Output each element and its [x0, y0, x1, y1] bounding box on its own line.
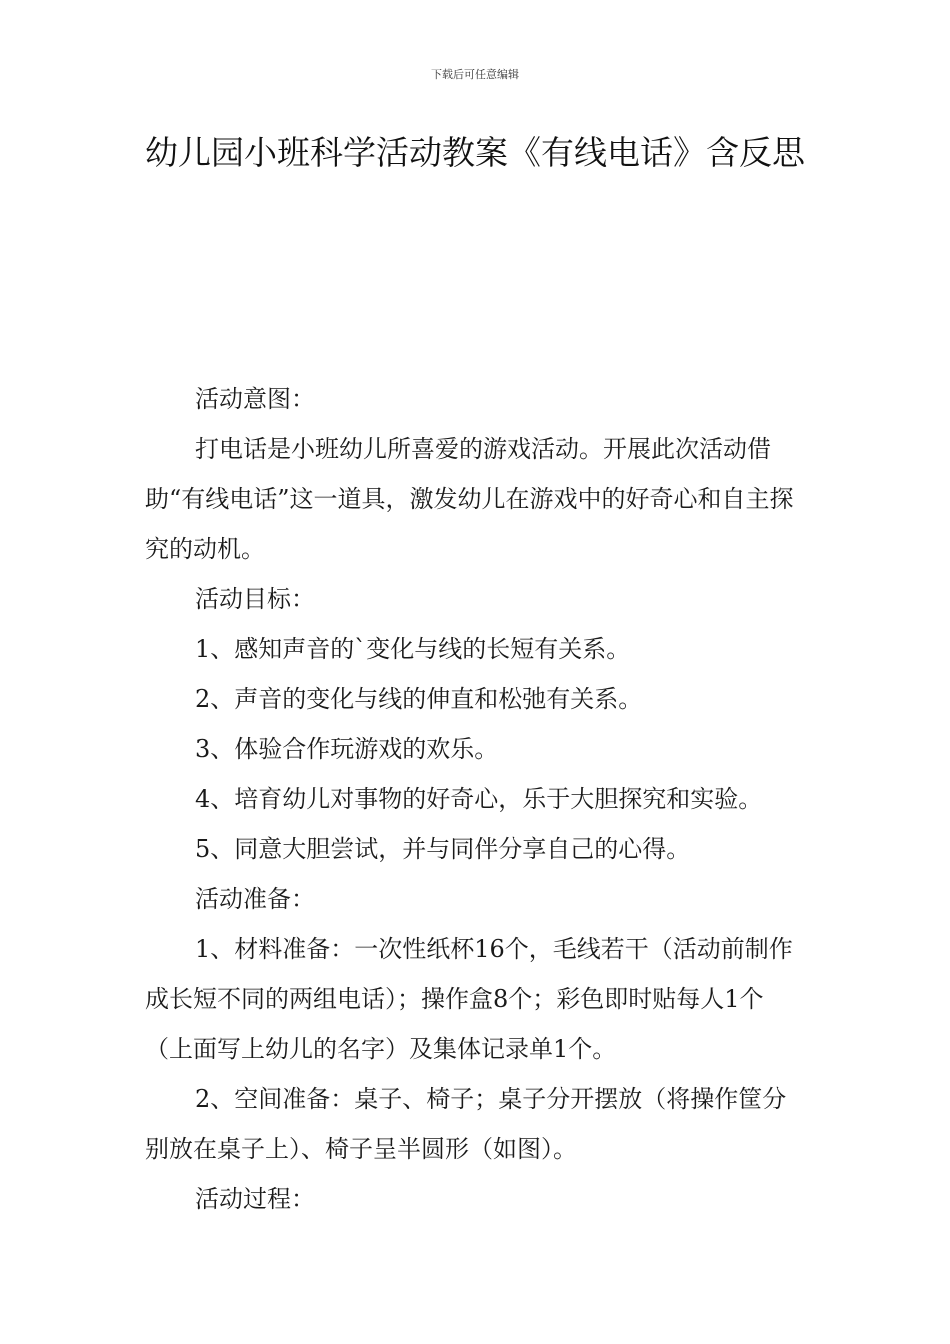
document-body — [145, 374, 807, 1224]
section-heading-preparation: 活动准备： — [195, 885, 315, 913]
goal-item-3: 3、体验合作玩游戏的欢乐。 — [195, 735, 499, 763]
goal-item-4: 4、培育幼儿对事物的好奇心，乐于大胆探究和实验。 — [195, 785, 763, 813]
preparation-item-2: 2、空间准备：桌子、椅子；桌子分开摆放（将操作筐分别放在桌子上）、椅子呈半圆形（如图）。 — [145, 1085, 787, 1163]
goal-item-5: 5、同意大胆尝试，并与同伴分享自己的心得。 — [195, 835, 691, 863]
page-header-note: 下载后可任意编辑 — [431, 68, 519, 81]
section-heading-intent: 活动意图： — [195, 385, 315, 413]
preparation-item-1: 1、材料准备：一次性纸杯16个，毛线若干（活动前制作成长短不同的两组电话）；操作盒8个；彩色即时贴每人1个（上面写上幼儿的名字）及集体记录单1个。 — [145, 935, 793, 1063]
paragraph-intent: 打电话是小班幼儿所喜爱的游戏活动。开展此次活动借助“有线电话”这一道具，激发幼儿在游戏中的好奇心和自主探究的动机。 — [145, 435, 794, 563]
goal-item-1: 1、感知声音的`变化与线的长短有关系。 — [195, 635, 631, 663]
section-heading-process: 活动过程： — [195, 1185, 315, 1213]
section-heading-goals: 活动目标： — [195, 585, 315, 613]
goal-item-2: 2、声音的变化与线的伸直和松弛有关系。 — [195, 685, 643, 713]
document-title: 幼儿园小班科学活动教案《有线电话》含反思 — [145, 133, 805, 172]
